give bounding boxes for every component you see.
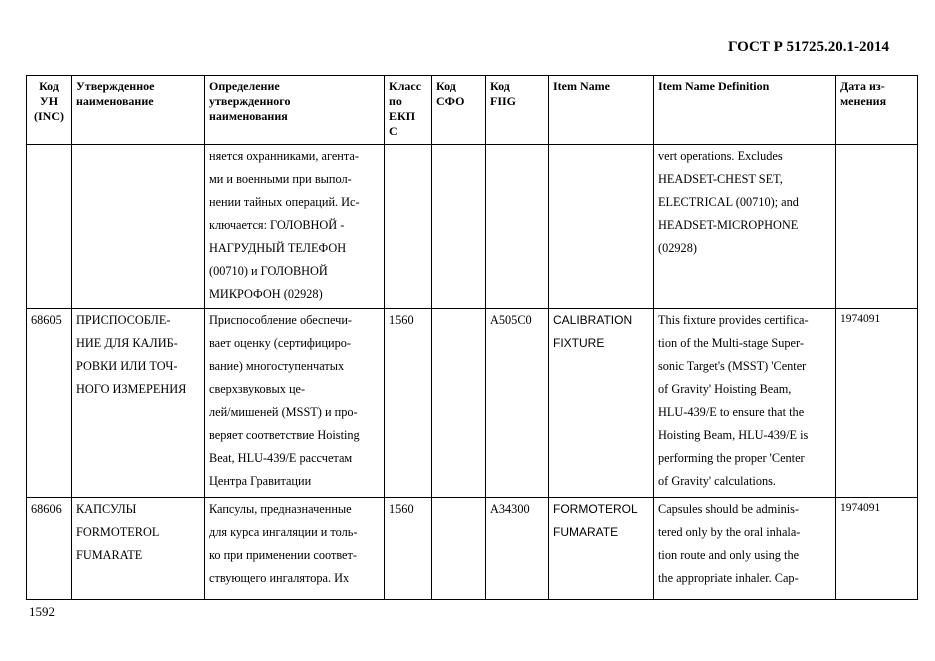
cell-item-definition: [654, 309, 836, 498]
cell-line: ключается: ГОЛОВНОЙ -: [209, 218, 345, 232]
cell-line: Определение: [209, 79, 280, 93]
cell-line: сверхзвуковых це-: [209, 382, 306, 396]
cell-line: МИКРОФОН (02928): [209, 287, 323, 301]
cell-definition: [205, 498, 385, 600]
cell-line: для курса ингаляции и толь-: [209, 525, 358, 539]
cell-approved-name: [72, 309, 205, 498]
cell-line: Капсулы, предназначенные: [209, 502, 352, 516]
cell-line: Код: [490, 79, 510, 93]
cell-fiig: [486, 145, 549, 309]
cell-line: of Gravity' calculations.: [658, 474, 776, 488]
cell-line: лей/мишеней (MSST) и про-: [209, 405, 358, 419]
cell-line: sonic Target's (MSST) 'Center: [658, 359, 807, 373]
cell-line: ЕКП: [389, 109, 416, 123]
header-date: [836, 76, 918, 145]
cell-line: HEADSET-MICROPHONE: [658, 218, 799, 232]
cell-line: HLU-439/E to ensure that the: [658, 405, 805, 419]
cell-line: 1560: [389, 313, 414, 327]
standard-number: ГОСТ Р 51725.20.1-2014: [727, 39, 889, 55]
cell-line: Beat, HLU-439/E рассчетам: [209, 451, 353, 465]
cell-line: Item Name Definition: [658, 79, 770, 93]
cell-definition: [205, 309, 385, 498]
table-row: [27, 498, 918, 600]
header-item-name: [549, 76, 654, 145]
cell-line: вание) многоступенчатых: [209, 359, 345, 373]
cell-line: Item Name: [553, 79, 610, 93]
cell-line: няется охранниками, агента-: [209, 149, 359, 163]
cell-line: СФО: [436, 94, 465, 108]
cell-line: Код: [436, 79, 456, 93]
header-class: [385, 76, 432, 145]
cell-line: наименование: [76, 94, 154, 108]
header-fiig: [486, 76, 549, 145]
header-item-definition: [654, 76, 836, 145]
cell-line: Capsules should be adminis-: [658, 502, 800, 516]
cell-line: НАГРУДНЫЙ ТЕЛЕФОН: [209, 241, 347, 255]
cell-line: tion of the Multi-stage Super-: [658, 336, 804, 350]
cell-date: [836, 309, 918, 498]
cell-line: менения: [840, 94, 887, 108]
cell-line: РОВКИ ИЛИ ТОЧ-: [76, 359, 178, 373]
cell-line: FUMARATE: [553, 525, 619, 539]
cell-item-name: [549, 498, 654, 600]
cell-line: the appropriate inhaler. Cap-: [658, 571, 799, 585]
header-definition: [205, 76, 385, 145]
cell-line: FIXTURE: [553, 336, 605, 350]
cell-line: FORMOTEROL: [76, 525, 160, 539]
table-row: [27, 145, 918, 309]
cell-definition: [205, 145, 385, 309]
cell-line: This fixture provides certifica-: [658, 313, 809, 327]
cell-line: tion route and only using the: [658, 548, 800, 562]
page-number: 1592: [29, 604, 55, 619]
cell-line: КАПСУЛЫ: [76, 502, 137, 516]
cell-line: HEADSET-CHEST SET,: [658, 172, 783, 186]
cell-line: Приспособление обеспечи-: [209, 313, 353, 327]
cell-line: наименования: [209, 109, 288, 123]
cell-line: Утвержденное: [76, 79, 155, 93]
cell-line: A505C0: [490, 313, 532, 327]
cell-line: 1974091: [840, 313, 881, 325]
cell-line: Центра Гравитации: [209, 474, 312, 488]
cell-date: [836, 498, 918, 600]
header-approved-name: [72, 76, 205, 145]
cell-item-definition: [654, 498, 836, 600]
cell-line: vert operations. Excludes: [658, 149, 783, 163]
cell-fiig: [486, 498, 549, 600]
cell-inc: [27, 309, 72, 498]
cell-line: 68605: [31, 313, 62, 327]
header-inc: [27, 76, 72, 145]
cell-sfo: [432, 145, 486, 309]
cell-line: FUMARATE: [76, 548, 143, 562]
cell-line: (02928): [658, 241, 697, 255]
header-row: [27, 76, 918, 145]
cell-inc: [27, 498, 72, 600]
cell-sfo: [432, 309, 486, 498]
cell-line: веряет соответствие Hoisting: [209, 428, 360, 442]
cell-item-name: [549, 145, 654, 309]
cell-line: НОГО ИЗМЕРЕНИЯ: [76, 382, 187, 396]
cell-line: Код: [39, 79, 59, 93]
cell-line: Дата из-: [840, 79, 885, 93]
cell-class: [385, 498, 432, 600]
cell-line: 1560: [389, 502, 414, 516]
cell-line: tered only by the oral inhala-: [658, 525, 801, 539]
cell-line: ствующего ингалятора. Их: [209, 571, 350, 585]
cell-item-definition: [654, 145, 836, 309]
cell-line: ко при применении соответ-: [209, 548, 357, 562]
cell-line: нении тайных операций. Ис-: [209, 195, 360, 209]
cell-line: Класс: [389, 79, 422, 93]
catalog-table: [26, 75, 918, 600]
cell-inc: [27, 145, 72, 309]
cell-line: FORMOTEROL: [553, 502, 638, 516]
cell-line: CALIBRATION: [553, 313, 633, 327]
cell-line: FIIG: [490, 94, 517, 108]
cell-class: [385, 309, 432, 498]
cell-line: performing the proper 'Center: [658, 451, 805, 465]
cell-line: ПРИСПОСОБЛЕ-: [76, 313, 171, 327]
cell-line: С: [389, 124, 398, 138]
cell-line: ELECTRICAL (00710); and: [658, 195, 799, 209]
cell-line: 68606: [31, 502, 62, 516]
cell-line: утвержденного: [209, 94, 291, 108]
header-sfo: [432, 76, 486, 145]
cell-date: [836, 145, 918, 309]
cell-line: (00710) и ГОЛОВНОЙ: [209, 264, 328, 278]
cell-fiig: [486, 309, 549, 498]
cell-line: (INC): [34, 109, 64, 123]
table-row: [27, 309, 918, 498]
cell-line: вает оценку (сертифициро-: [209, 336, 352, 350]
cell-sfo: [432, 498, 486, 600]
cell-line: НИЕ ДЛЯ КАЛИБ-: [76, 336, 178, 350]
cell-line: A34300: [490, 502, 530, 516]
cell-approved-name: [72, 498, 205, 600]
cell-line: ми и военными при выпол-: [209, 172, 352, 186]
cell-approved-name: [72, 145, 205, 309]
cell-line: УН: [39, 94, 59, 108]
cell-line: of Gravity' Hoisting Beam,: [658, 382, 792, 396]
cell-item-name: [549, 309, 654, 498]
cell-line: 1974091: [840, 502, 881, 514]
cell-class: [385, 145, 432, 309]
cell-line: по: [389, 94, 402, 108]
cell-line: Hoisting Beam, HLU-439/E is: [658, 428, 809, 442]
